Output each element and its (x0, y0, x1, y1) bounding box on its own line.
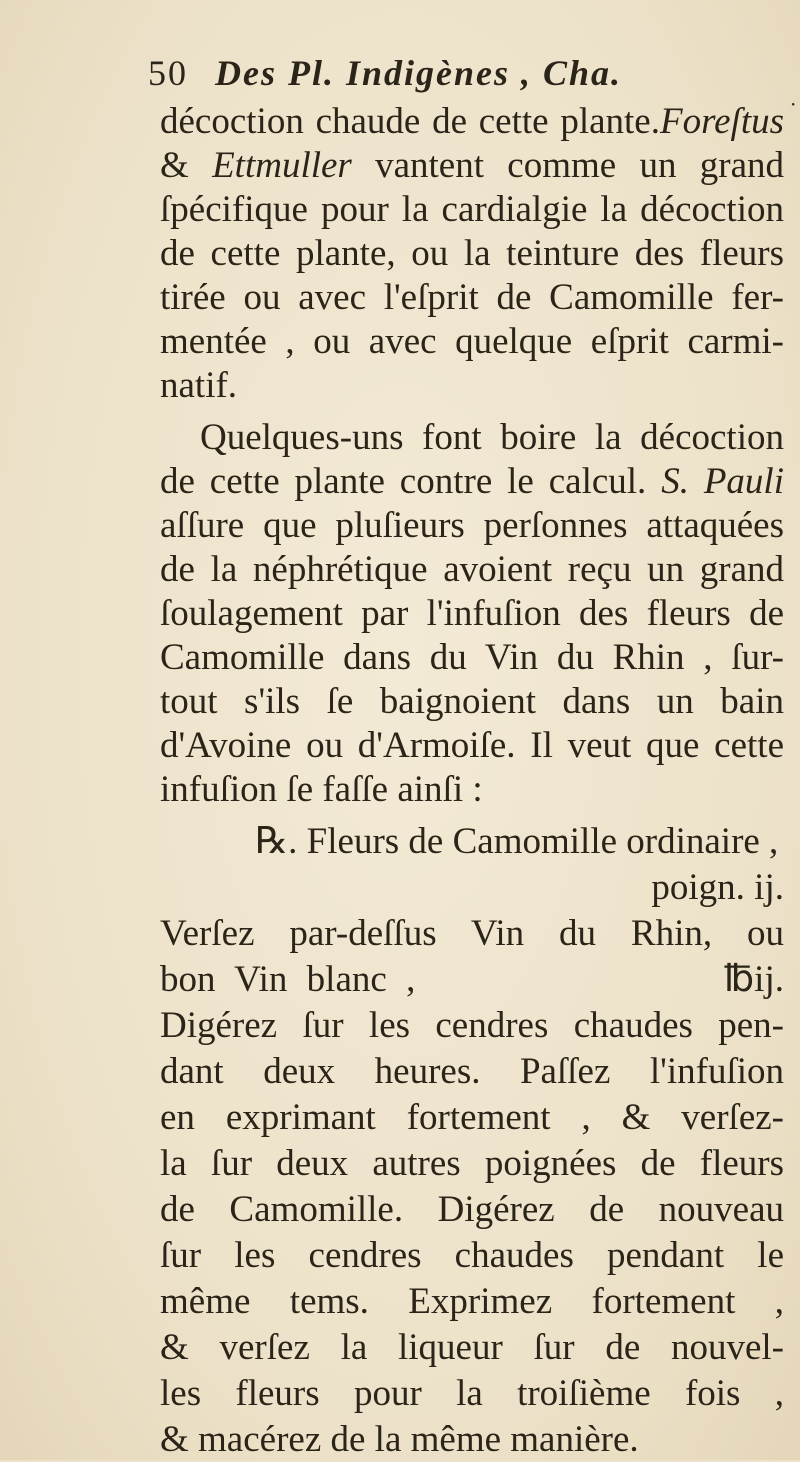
text-line: de cette plante contre le calcul. S. Pauli (160, 461, 784, 502)
recipe-dose: poign. ij. (651, 867, 784, 908)
text-line: la ſur deux autres poignées de fleurs (160, 1143, 784, 1184)
text-line: infuſion ſe faſſe ainſi : (160, 769, 483, 810)
running-title: Des Pl. Indigènes , Cha. (215, 53, 623, 93)
recipe-line: ℞. Fleurs de Camomille ordinaire , (255, 821, 779, 862)
text-line: tirée ou avec l'eſprit de Camomille fer- (160, 277, 784, 318)
text-line: de Camomille. Digérez de nouveau (160, 1189, 784, 1230)
running-header (148, 52, 622, 94)
text-line: bon Vin blanc , ℔ij. (160, 959, 784, 1000)
text-line: de la néphrétique avoient reçu un grand (160, 549, 784, 590)
text-line: Camomille dans du Vin du Rhin , ſur- (160, 637, 784, 678)
text-line: de cette plante, ou la teinture des fleurs (160, 233, 784, 274)
text-line: Quelques-uns font boire la décoction (200, 417, 784, 458)
text-line: décoction chaude de cette plante.Foreſtus (160, 101, 784, 142)
text-line: aſſure que pluſieurs perſonnes attaquées (160, 505, 784, 546)
text-line: natif. (160, 365, 238, 406)
text-line: & Ettmuller vantent comme un grand (160, 145, 784, 186)
text-line: mentée , ou avec quelque eſprit carmi- (160, 321, 784, 362)
text-line: les fleurs pour la troiſième fois , (160, 1373, 784, 1414)
text-line: & verſez la liqueur ſur de nouvel- (160, 1327, 784, 1368)
margin-mark: · (790, 92, 797, 116)
text-line: ſpécifique pour la cardialgie la décoction (160, 189, 784, 230)
page-number: 50 (148, 53, 188, 93)
text-line: Verſez par-deſſus Vin du Rhin, ou (160, 913, 784, 954)
text-line: même tems. Exprimez fortement , (160, 1281, 784, 1322)
text-line: ſur les cendres chaudes pendant le (160, 1235, 784, 1276)
text-line: ſoulagement par l'infuſion des fleurs de (160, 593, 784, 634)
text-line: en exprimant fortement , & verſez- (160, 1097, 784, 1138)
text-line: tout s'ils ſe baignoient dans un bain (160, 681, 784, 722)
text-line: Digérez ſur les cendres chaudes pen- (160, 1005, 784, 1046)
text-line: d'Avoine ou d'Armoiſe. Il veut que cette (160, 725, 784, 766)
text-line: & macérez de la même manière. (160, 1419, 639, 1460)
text-line: dant deux heures. Paſſez l'infuſion (160, 1051, 784, 1092)
